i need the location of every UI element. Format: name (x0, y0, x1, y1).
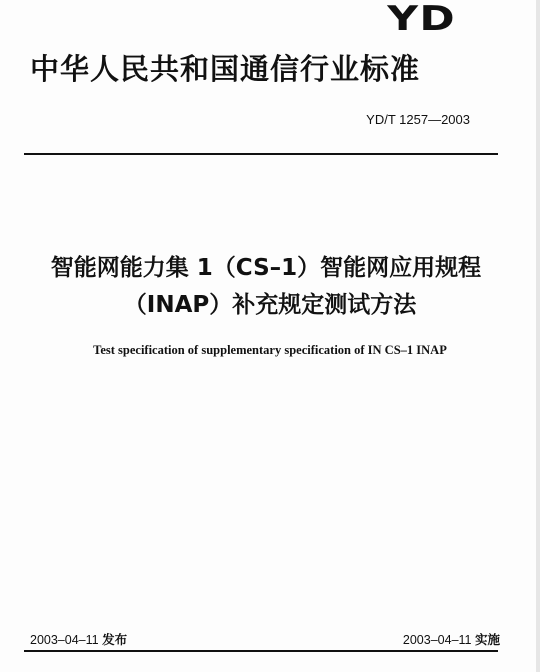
issue-date-block (30, 632, 127, 648)
organization-title: 中华人民共和国通信行业标准 (30, 52, 421, 86)
issue-label: 发布 (102, 633, 128, 647)
implementation-date-block (403, 632, 500, 648)
implementation-date: 2003–04–11 (402, 633, 472, 647)
header-divider (24, 153, 498, 155)
english-title: Test specification of supplementary specification of IN CS–1 INAP (93, 343, 447, 357)
yd-logo: YD (387, 0, 456, 39)
implementation-label: 实施 (474, 633, 500, 647)
document-title-line-1: 智能网能力集 1（CS–1）智能网应用规程 (50, 255, 482, 281)
standard-number: YD/T 1257—2003 (366, 112, 470, 127)
document-title-line-2: （INAP）补充规定测试方法 (123, 292, 417, 318)
issue-date: 2003–04–11 (30, 633, 99, 647)
footer-divider (24, 650, 498, 652)
page-edge (536, 0, 540, 672)
